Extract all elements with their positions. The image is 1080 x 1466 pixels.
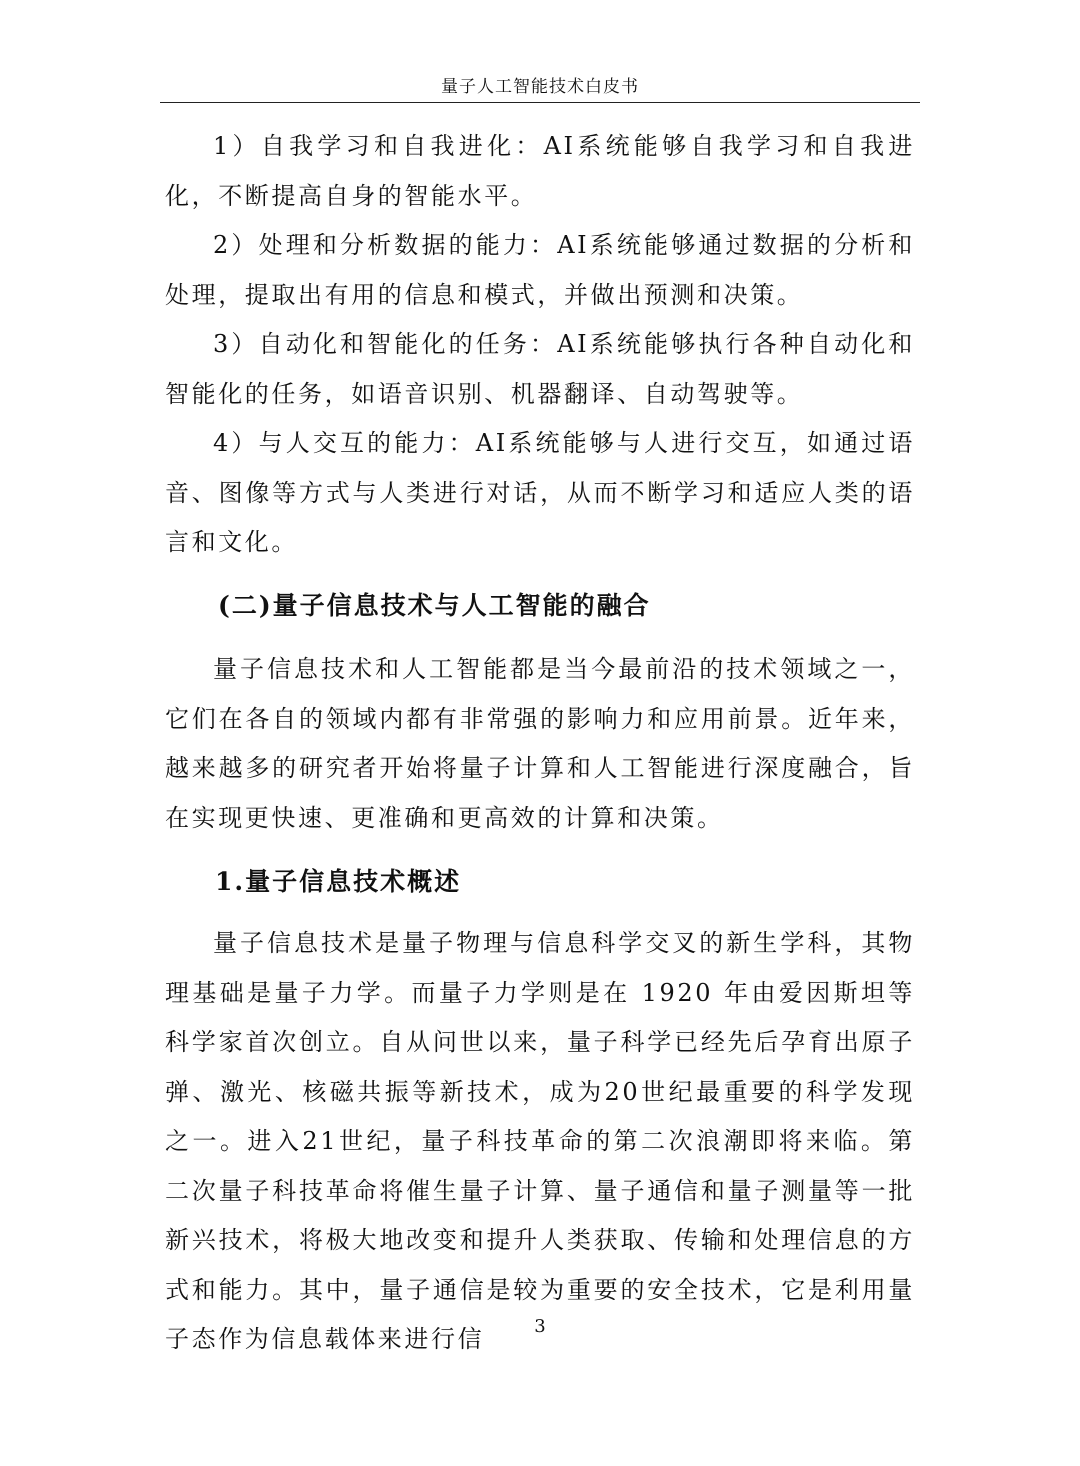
list-item-automation: 3）自动化和智能化的任务：AI系统能够执行各种自动化和智能化的任务，如语音识别、机器翻译、自动驾驶等。: [165, 330, 915, 408]
subsection-heading: 1.量子信息技术概述: [215, 867, 462, 896]
page-header: 量子人工智能技术白皮书: [160, 72, 920, 103]
list-item-self-learning: 1）自我学习和自我进化：AI系统能够自我学习和自我进化，不断提高自身的智能水平。: [165, 132, 915, 210]
section-heading: (二)量子信息技术与人工智能的融合: [218, 591, 651, 620]
list-item-human-interaction: 4）与人交互的能力：AI系统能够与人进行交互，如通过语音、图像等方式与人类进行对话，从而不断学习和适应人类的语言和文化。: [165, 429, 915, 556]
page-number: 3: [534, 1316, 546, 1337]
section-paragraph: 量子信息技术和人工智能都是当今最前沿的技术领域之一，它们在各自的领域内都有非常强的影响力和应用前景。近年来，越来越多的研究者开始将量子计算和人工智能进行深度融合，旨在实现更快速、更准确和更高效的计算和决策。: [165, 655, 915, 832]
subsection-paragraph: 量子信息技术是量子物理与信息科学交叉的新生学科，其物理基础是量子力学。而量子力学则是在 1920 年由爱因斯坦等科学家首次创立。自从问世以来，量子科学已经先后孕育出原子弹、激光、核磁共振等新技术，成为20世纪最重要的科学发现之一。进入21世纪，量子科技革命的第二次浪潮即将来临。第二次量子科技革命将催生量子计算、量子通信和量子测量等一批新兴技术，将极大地改变和提升人类获取、传输和处理信息的方式和能力。其中，量子通信是较为重要的安全技术，它是利用量子态作为信息载体来进行信: [165, 929, 915, 1353]
list-item-data-analysis: 2）处理和分析数据的能力：AI系统能够通过数据的分析和处理，提取出有用的信息和模式，并做出预测和决策。: [165, 231, 915, 309]
